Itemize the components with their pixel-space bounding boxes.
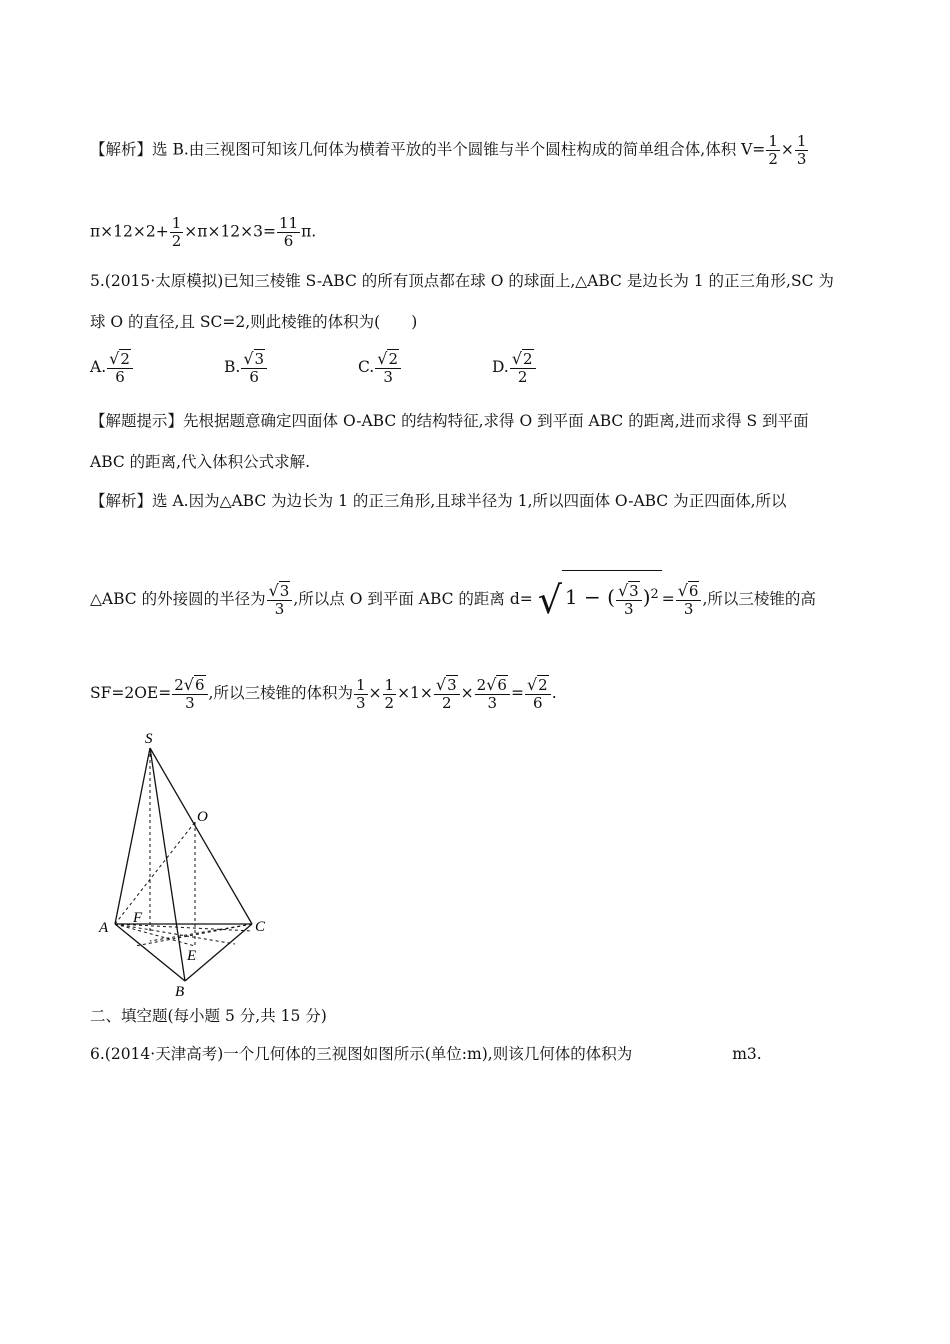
frac: $\frac{11}{6}$ [279,214,299,250]
option-d[interactable]: D. $\frac{√2}{2}$ [492,350,537,386]
q5-sol-line1: 【解析】选 A.因为△ABC 为边长为 1 的正三角形,且球半径为 1,所以四面体 O-ABC 为正四面体,所以 [90,492,787,510]
sqrt-expression: √ 1 − ( $\frac{√3}{3}$ )$^2$ [538,570,662,620]
q5-hint-line2: ABC 的距离,代入体积公式求解. [90,453,311,471]
option-b[interactable]: B. $\frac{√3}{6}$ [224,350,268,386]
hint-label: 【解题提示】 [90,412,184,430]
sol-label: 【解析】 [90,492,153,510]
option-a[interactable]: A. $\frac{√2}{6}$ [90,350,134,386]
frac: $\frac{1}{2}$ [171,214,182,250]
q5-sol-line2: △ABC 的外接圆的半径为 $\frac{√3}{3}$ ,所以点 O 到平面 ABC 的距离 d= √ 1 − ( $\frac{√3}{3}$ )$^2$ = $\frac{√6}{3}$ ,所以三棱锥的高 [90,570,816,620]
frac: $\frac{1}{2}$ [768,132,778,168]
q5-stem-line2: 球 O 的直径,且 SC=2,则此棱锥的体积为( ) [90,313,418,331]
q6-stem: 6.(2014·天津高考)一个几何体的三视图如图所示(单位:m),则该几何体的体积为 m3. [90,1045,762,1063]
label-c: C [255,919,266,935]
label-s: S [145,731,153,747]
label-f: F [133,910,143,926]
q5-sol-line3: SF=2OE= $\frac{2√6}{3}$ ,所以三棱锥的体积为 $\frac{1}{3}$ × $\frac{1}{2}$ ×1× $\frac{√3}{2}$ × $\frac{2√6}{3}$ = $\frac{√2}{6}$ . [90,675,557,712]
q5-stem-line1: 5.(2015·太原模拟)已知三棱锥 S-ABC 的所有顶点都在球 O 的球面上,△ABC 是边长为 1 的正三角形,SC 为 [90,272,834,290]
frac: $\frac{1}{3}$ [796,132,807,168]
label-e: E [187,948,197,964]
q5-hint-line1: 【解题提示】先根据题意确定四面体 O-ABC 的结构特征,求得 O 到平面 ABC 的距离,进而求得 S 到平面 [90,412,809,430]
option-c[interactable]: C. $\frac{√2}{3}$ [358,350,402,386]
sol4-label: 【解析】 [90,140,153,159]
section-heading: 二、填空题(每小题 5 分,共 15 分) [90,1007,327,1025]
label-o: O [197,809,208,825]
label-a: A [99,920,109,936]
label-b: B [175,984,185,1000]
sol4-line1: 【解析】选 B.由三视图可知该几何体为横着平放的半个圆锥与半个圆柱构成的简单组合体,体积 V= $\frac{1}{2}$ × $\frac{1}{3}$ [90,132,807,168]
tetrahedron-figure [95,726,285,1004]
sol4-text: 选 B.由三视图可知该几何体为横着平放的半个圆锥与半个圆柱构成的简单组合体,体积 V= [152,140,766,159]
sol4-line2: π×12×2+ $\frac{1}{2}$ ×π×12×3= $\frac{11}{6}$ π. [90,214,317,250]
